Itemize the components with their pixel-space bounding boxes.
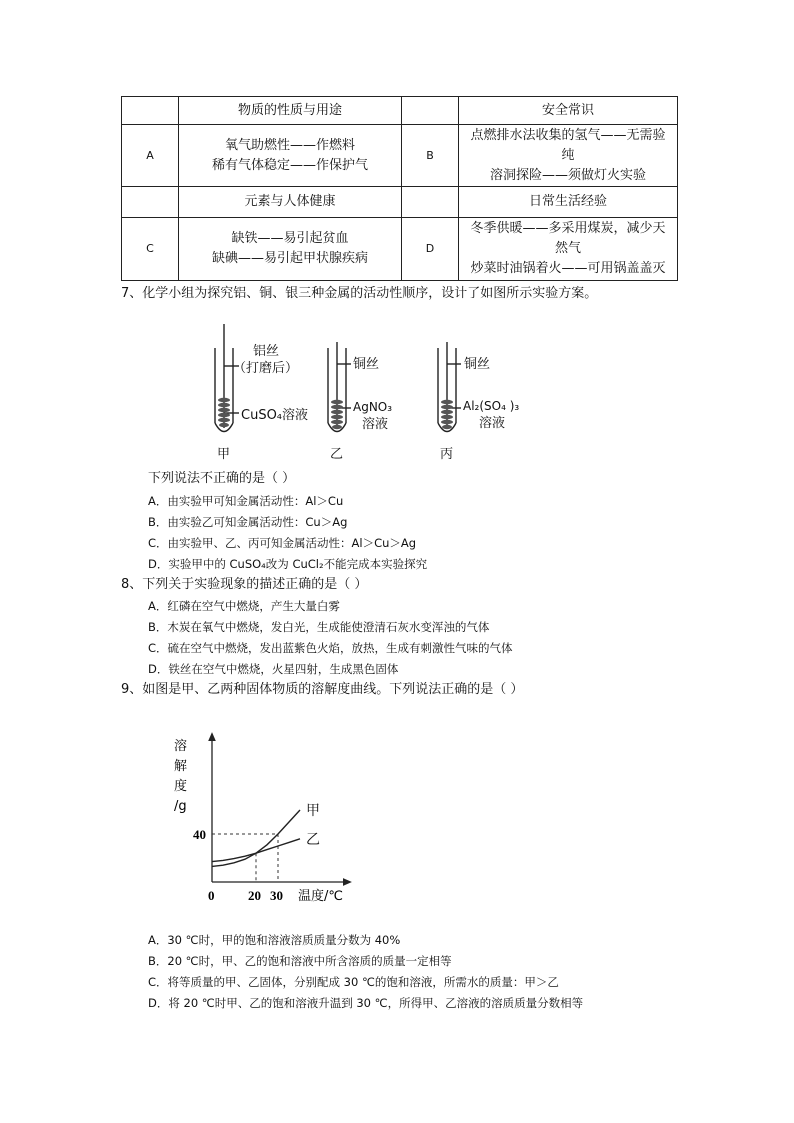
tube-bing-wire-label: 铜丝 xyxy=(464,357,491,372)
y-axis-label-char: 溶 xyxy=(174,739,188,754)
tube-jia-note-label: （打磨后） xyxy=(233,361,299,376)
option-label-a: A xyxy=(122,125,179,187)
tube-jia-solution-label: CuSO₄溶液 xyxy=(241,408,309,423)
x-tick-label: 0 xyxy=(208,888,215,903)
table-header-row xyxy=(122,97,678,125)
question-9-stem: 9、如图是甲、乙两种固体物质的溶解度曲线。下列说法正确的是（ ） xyxy=(121,682,524,697)
table-header-life: 日常生活经验 xyxy=(459,187,678,218)
solubility-chart-svg xyxy=(168,730,368,910)
tube-jia-name: 甲 xyxy=(217,447,231,462)
y-axis-label-char: 解 xyxy=(174,759,188,774)
tube-jia-wire-label: 铝丝 xyxy=(253,344,280,359)
test-tubes-drawing xyxy=(195,318,535,468)
question-7-option-d: D．实验甲中的 CuSO₄改为 CuCl₂不能完成本实验探究 xyxy=(148,557,428,571)
table-cell-empty xyxy=(122,187,179,218)
series-label-yi: 乙 xyxy=(306,831,320,848)
table-cell-d xyxy=(459,218,678,281)
y-axis-label-char: 度 xyxy=(174,779,188,794)
table-row xyxy=(122,125,678,187)
test-tube-figure xyxy=(195,318,535,468)
cell-line: 然气 xyxy=(554,241,581,256)
table-cell-a xyxy=(179,125,402,187)
option-label-d: D xyxy=(402,218,459,281)
knowledge-table xyxy=(121,96,678,281)
question-9-option-b: B．20 ℃时，甲、乙的饱和溶液中所含溶质的质量一定相等 xyxy=(148,954,452,968)
tube-bing-solution-formula: Al₂(SO₄ )₃ xyxy=(463,399,520,413)
tube-yi-solution-label: 溶液 xyxy=(362,417,389,432)
table-cell-b xyxy=(459,125,678,187)
question-8-option-b: B．木炭在氧气中燃烧，发白光，生成能使澄清石灰水变浑浊的气体 xyxy=(148,620,490,634)
chart-labels xyxy=(174,738,343,904)
solubility-chart xyxy=(168,730,368,910)
question-7-stem: 7、化学小组为探究铝、铜、银三种金属的活动性顺序，设计了如图所示实验方案。 xyxy=(121,286,598,301)
x-axis-label: 温度/℃ xyxy=(298,889,343,904)
series-line-jia xyxy=(212,810,300,866)
table-cell-empty xyxy=(402,187,459,218)
tube-yi-solution-formula: AgNO₃ xyxy=(353,400,393,414)
chart-guides xyxy=(212,834,278,882)
cell-line: 冬季供暖——多采用煤炭，减少天 xyxy=(470,221,666,236)
cell-line: 溶洞探险——须做灯火实验 xyxy=(489,167,646,183)
cell-line: 炒菜时油锅着火——可用锅盖盖灭 xyxy=(470,261,666,276)
question-7-option-b: B．由实验乙可知金属活动性：Cu＞Ag xyxy=(148,515,348,529)
cell-line: 纯 xyxy=(561,147,575,163)
option-label-b: B xyxy=(402,125,459,187)
tube-yi-name: 乙 xyxy=(330,447,344,462)
cell-line: 点燃排水法收集的氢气——无需验 xyxy=(470,127,666,143)
question-8-stem: 8、下列关于实验现象的描述正确的是（ ） xyxy=(121,577,368,592)
question-8-option-d: D．铁丝在空气中燃烧，火星四射，生成黑色固体 xyxy=(148,662,399,676)
y-axis-label-char: /g xyxy=(174,799,187,814)
table-header-safety: 安全常识 xyxy=(459,97,678,125)
tube-yi-wire-label: 铜丝 xyxy=(353,357,380,372)
cell-line: 缺铁——易引起贫血 xyxy=(231,231,349,246)
question-7-option-c: C．由实验甲、乙、丙可知金属活动性：Al＞Cu＞Ag xyxy=(148,536,417,550)
cell-line: 缺碘——易引起甲状腺疾病 xyxy=(211,251,368,266)
option-label-c: C xyxy=(122,218,179,281)
table-cell-c xyxy=(179,218,402,281)
table-cell-empty xyxy=(402,97,459,125)
question-7-prompt: 下列说法不正确的是（ ） xyxy=(148,471,296,486)
table-header-health: 元素与人体健康 xyxy=(179,187,402,218)
question-8-option-a: A．红磷在空气中燃烧，产生大量白雾 xyxy=(148,599,340,613)
x-tick-label: 30 xyxy=(270,888,283,903)
table-header-properties: 物质的性质与用途 xyxy=(179,97,402,125)
tube-bing-name: 丙 xyxy=(440,447,454,462)
cell-line: 氧气助燃性——作燃料 xyxy=(224,137,355,153)
question-7-option-a: A．由实验甲可知金属活动性：Al＞Cu xyxy=(148,494,344,508)
series-label-jia: 甲 xyxy=(306,803,320,819)
table-header-row xyxy=(122,187,678,218)
question-9-option-a: A．30 ℃时，甲的饱和溶液溶质质量分数为 40% xyxy=(148,933,401,947)
cell-line: 稀有气体稳定——作保护气 xyxy=(211,157,368,173)
question-9-option-c: C．将等质量的甲、乙固体，分别配成 30 ℃的饱和溶液，所需水的质量：甲＞乙 xyxy=(148,975,559,989)
chart-curves xyxy=(212,810,300,866)
tube-bing-solution-label: 溶液 xyxy=(479,416,506,431)
table-cell-empty xyxy=(122,97,179,125)
series-line-yi xyxy=(212,839,300,862)
table-row xyxy=(122,218,678,281)
question-8-option-c: C．硫在空气中燃烧，发出蓝紫色火焰，放热，生成有刺激性气味的气体 xyxy=(148,641,513,655)
y-tick-label: 40 xyxy=(193,827,206,842)
x-tick-label: 20 xyxy=(248,888,261,903)
question-9-option-d: D．将 20 ℃时甲、乙的饱和溶液升温到 30 ℃，所得甲、乙溶液的溶质质量分数相等 xyxy=(148,996,584,1010)
